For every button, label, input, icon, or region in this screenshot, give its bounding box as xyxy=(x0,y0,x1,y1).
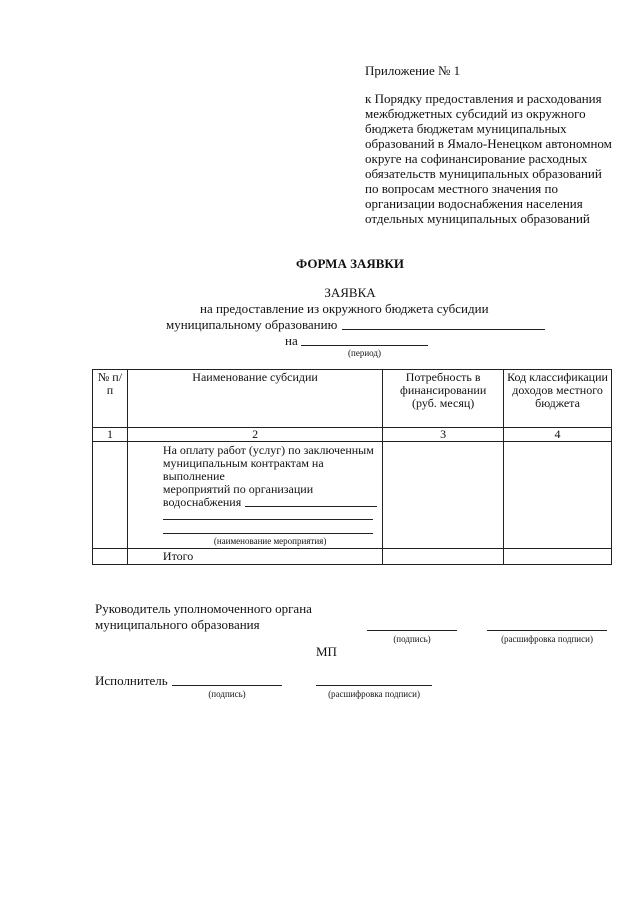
activity-name-field[interactable] xyxy=(245,496,377,507)
total-num-cell xyxy=(93,549,128,565)
activity-name-field-2[interactable] xyxy=(163,509,377,523)
appendix-line: образований в Ямало-Ненецком автономном xyxy=(365,136,612,151)
appendix-line: по вопросам местного значения по xyxy=(365,181,558,196)
appendix-line: межбюджетных субсидий из окружного xyxy=(365,106,586,121)
form-title: ФОРМА ЗАЯВКИ xyxy=(296,256,404,271)
appendix-line: обязательств муниципальных образований xyxy=(365,166,602,181)
request-line3: на xyxy=(285,333,298,348)
table-header-row xyxy=(93,370,612,428)
row-num-cell xyxy=(93,442,128,549)
head-decode-field[interactable] xyxy=(487,630,607,631)
executor-decode-field[interactable] xyxy=(316,685,432,686)
row-text-line: На оплату работ (услуг) по заключенным xyxy=(162,443,374,457)
executor-label: Исполнитель xyxy=(95,673,168,688)
appendix-text xyxy=(365,91,625,226)
activity-caption: (наименование мероприятия) xyxy=(213,536,327,546)
mp-label: МП xyxy=(316,644,337,659)
municipality-field[interactable] xyxy=(342,329,545,330)
total-need-cell[interactable] xyxy=(383,549,504,565)
head-decode-caption: (расшифровка подписи) xyxy=(501,634,593,644)
activity-name-field-3[interactable] xyxy=(163,523,377,537)
head-line1: Руководитель уполномоченного органа xyxy=(95,601,312,616)
colnum-cell: 4 xyxy=(504,428,612,442)
row-need-cell[interactable] xyxy=(383,442,504,549)
request-title: ЗАЯВКА xyxy=(324,285,376,300)
row-text-line: мероприятий по организации xyxy=(162,482,314,496)
total-label: Итого xyxy=(127,549,382,565)
request-line2: муниципальному образованию xyxy=(166,317,338,332)
colnum-cell: 3 xyxy=(383,428,504,442)
head-line2: муниципального образования xyxy=(95,617,260,632)
appendix-line: отдельных муниципальных образований xyxy=(365,211,590,226)
header-need: Потребность в финансировании (руб. месяц) xyxy=(383,370,504,428)
period-caption: (период) xyxy=(348,348,381,358)
executor-decode-caption: (расшифровка подписи) xyxy=(328,689,420,699)
table-total-row xyxy=(93,549,612,565)
row-text-line-with-field xyxy=(163,496,377,509)
total-code-cell[interactable] xyxy=(504,549,612,565)
appendix-line: бюджета бюджетам муниципальных xyxy=(365,121,567,136)
head-signature-caption: (подпись) xyxy=(393,634,431,644)
appendix-line: округе на софинансирование расходных xyxy=(365,151,588,166)
row-text-line: муниципальным контрактам на выполнение xyxy=(162,456,324,483)
row-text-line: водоснабжения xyxy=(162,495,242,509)
table-colnum-row xyxy=(93,428,612,442)
executor-signature-field[interactable] xyxy=(172,685,282,686)
table-row xyxy=(93,442,612,549)
head-signature-field[interactable] xyxy=(367,630,457,631)
row-name-cell xyxy=(127,442,382,549)
appendix-title: Приложение № 1 xyxy=(365,63,461,78)
header-num: № п/п xyxy=(93,370,128,428)
appendix-line: организации водоснабжения населения xyxy=(365,196,583,211)
header-code: Код классификации доходов местного бюджета xyxy=(504,370,612,428)
row-code-cell[interactable] xyxy=(504,442,612,549)
colnum-cell: 2 xyxy=(127,428,382,442)
subsidy-table xyxy=(92,369,612,565)
appendix-line: к Порядку предоставления и расходования xyxy=(365,91,602,106)
period-field[interactable] xyxy=(301,345,428,346)
header-name: Наименование субсидии xyxy=(127,370,382,428)
executor-signature-caption: (подпись) xyxy=(208,689,246,699)
colnum-cell: 1 xyxy=(93,428,128,442)
request-line1: на предоставление из окружного бюджета субсидии xyxy=(200,301,489,316)
